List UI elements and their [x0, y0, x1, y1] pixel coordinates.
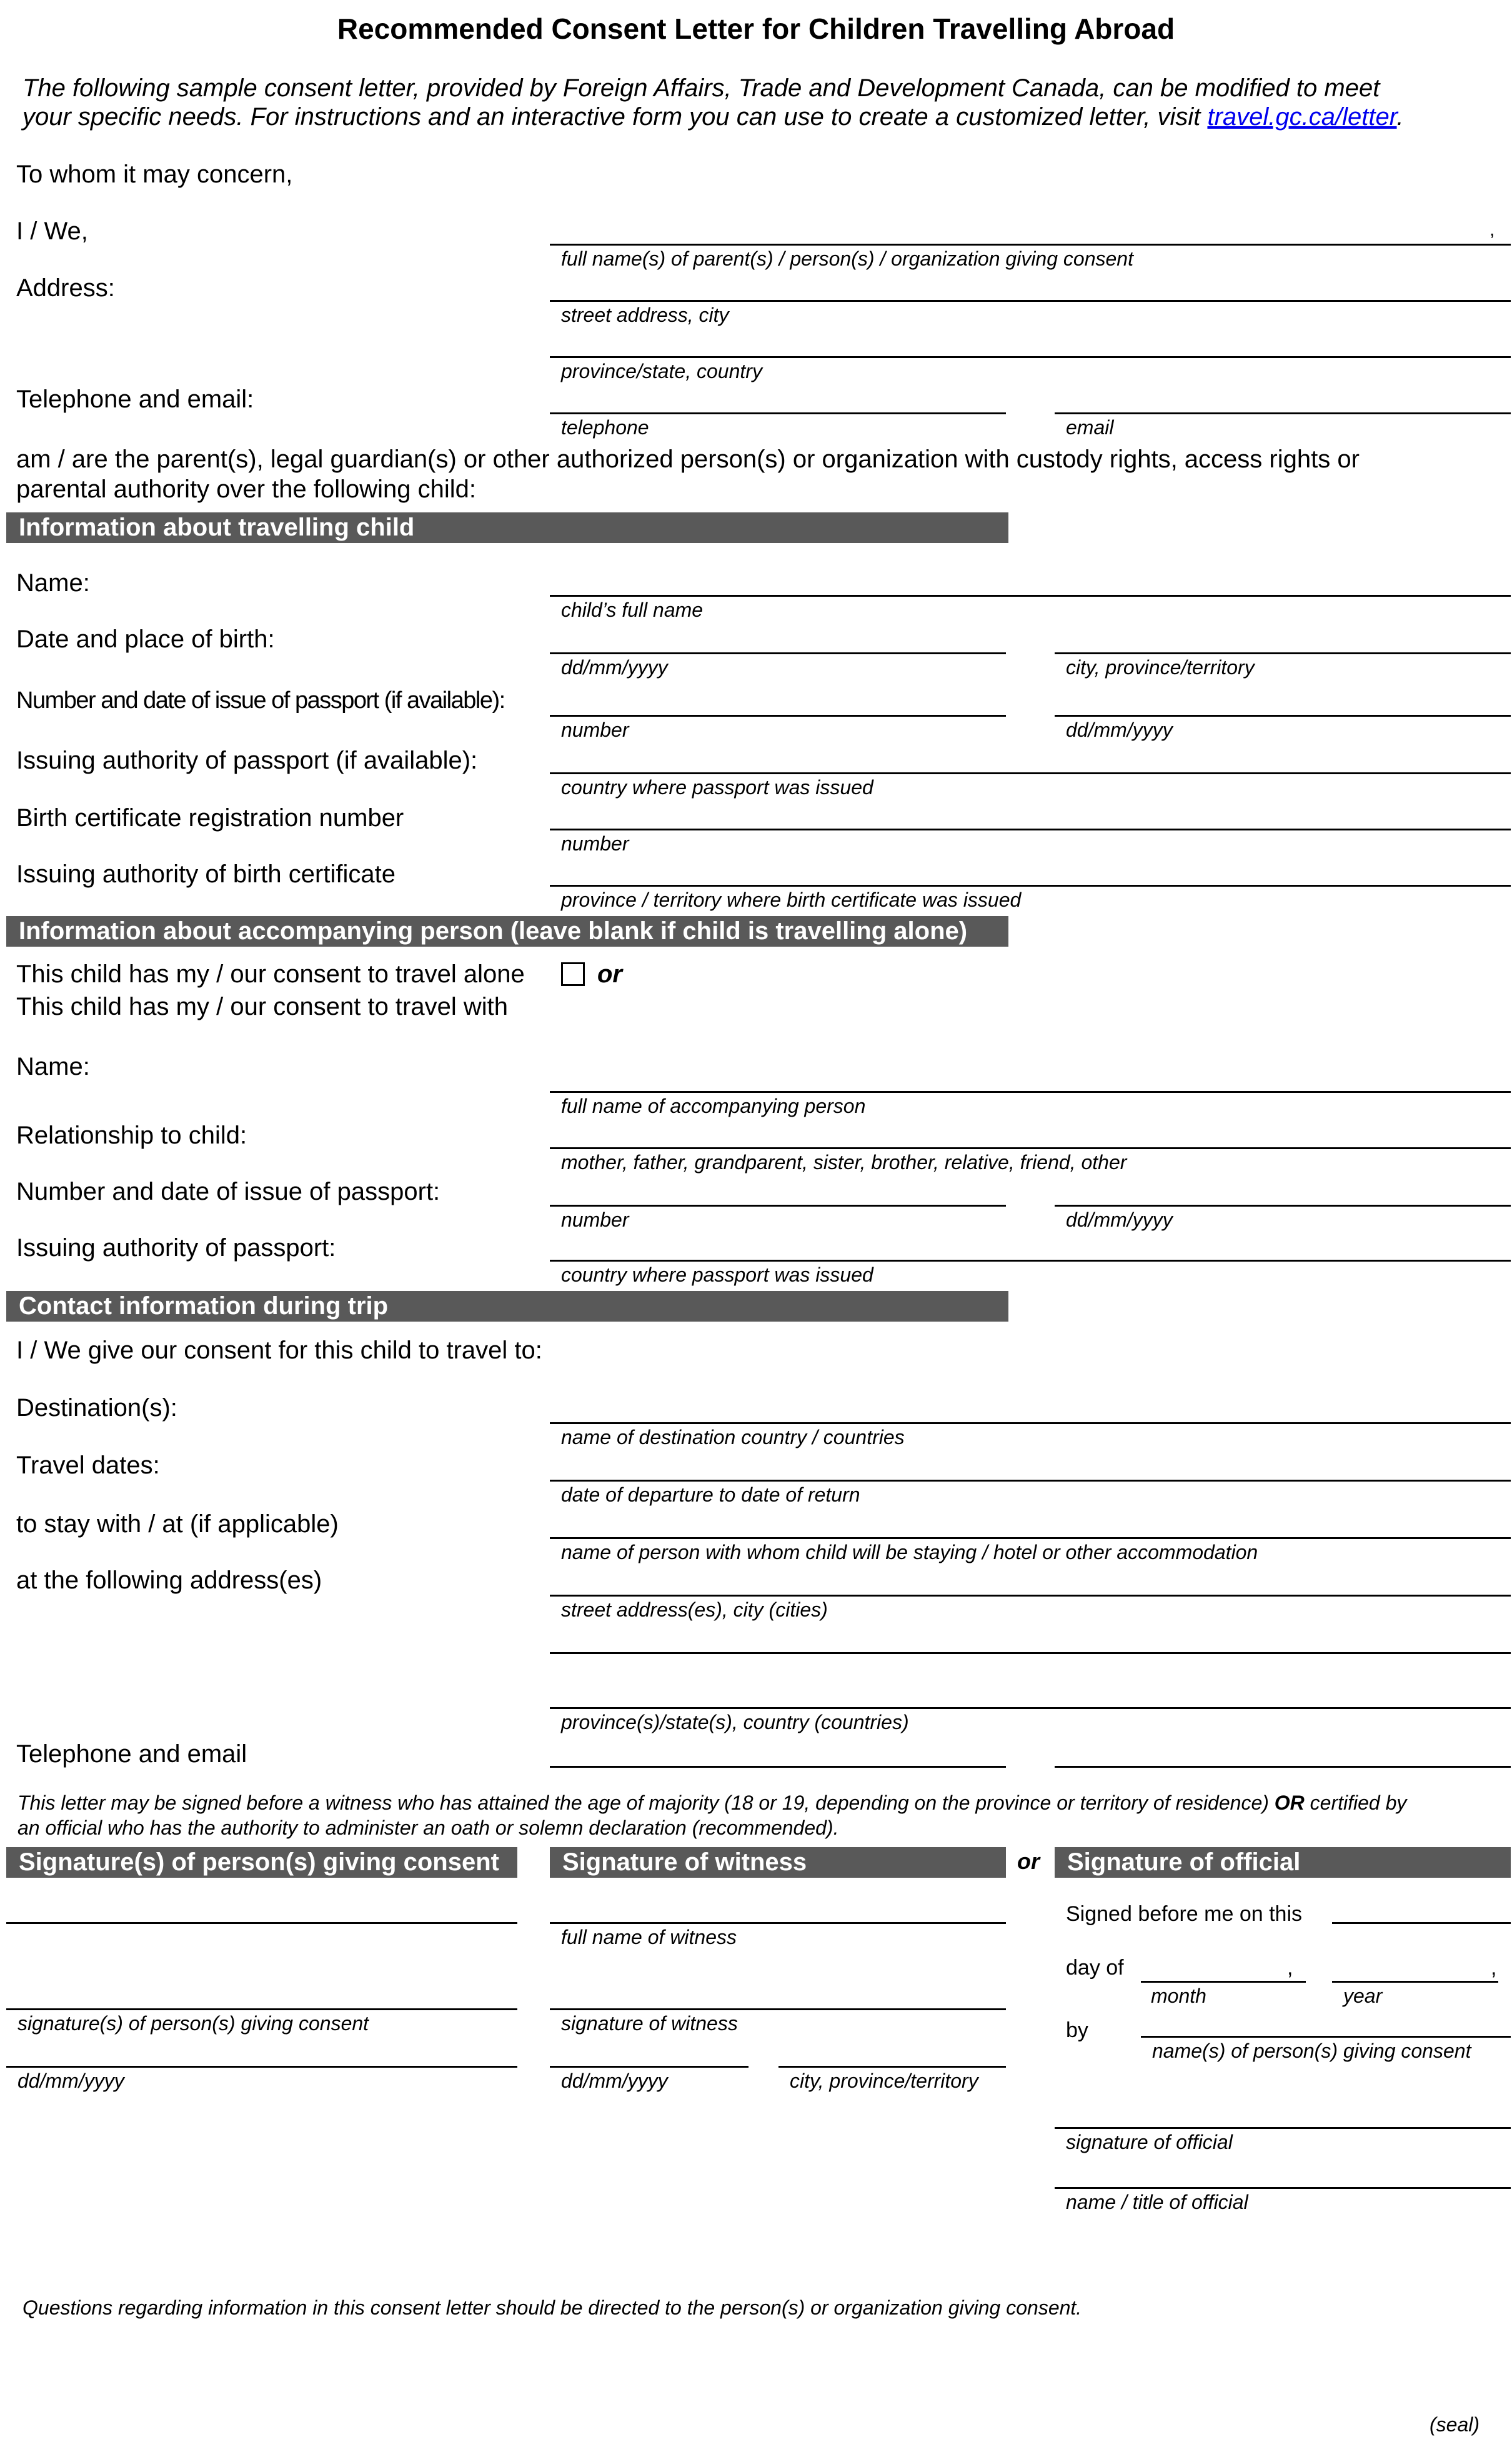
- trip-address-label: at the following address(es): [16, 1567, 322, 1594]
- stay-with-field[interactable]: [550, 1537, 1511, 1539]
- consent-giver-name-caption: full name(s) of parent(s) / person(s) / organization giving consent: [561, 247, 1133, 270]
- companion-passport-date-caption: dd/mm/yyyy: [1066, 1209, 1173, 1231]
- email-field[interactable]: [1055, 412, 1511, 414]
- companion-name-caption: full name of accompanying person: [561, 1095, 866, 1117]
- page-title: Recommended Consent Letter for Children Travelling Abroad: [337, 12, 1175, 45]
- official-signature-header: Signature of official: [1055, 1847, 1511, 1878]
- day-of-text: day of: [1066, 1956, 1124, 1980]
- dob-caption: dd/mm/yyyy: [561, 656, 668, 679]
- birth-cert-number-caption: number: [561, 832, 629, 855]
- birth-cert-province-caption: province / territory where birth certificate was issued: [561, 889, 1022, 911]
- companion-passport-label: Number and date of issue of passport:: [16, 1178, 440, 1205]
- month-caption: month: [1151, 1985, 1206, 2007]
- telephone-field[interactable]: [550, 412, 1006, 414]
- trip-telephone-label: Telephone and email: [16, 1740, 247, 1768]
- birth-cert-number-field[interactable]: [550, 829, 1511, 830]
- intro-line-1: The following sample consent letter, provided by Foreign Affairs, Trade and Development Canada, can be modified to meet: [22, 74, 1380, 102]
- witness-date-caption: dd/mm/yyyy: [561, 2070, 668, 2092]
- child-passport-date-field[interactable]: [1055, 715, 1511, 717]
- relationship-caption: mother, father, grandparent, sister, brother, relative, friend, other: [561, 1151, 1127, 1174]
- trip-section-header: Contact information during trip: [6, 1291, 1008, 1322]
- by-text: by: [1066, 2018, 1088, 2042]
- companion-authority-caption: country where passport was issued: [561, 1263, 873, 1286]
- year-comma: ,: [1491, 1956, 1497, 1980]
- child-passport-number-field[interactable]: [550, 715, 1006, 717]
- travel-dates-label: Travel dates:: [16, 1452, 160, 1479]
- or-text: or: [597, 960, 622, 988]
- trip-email-field[interactable]: [1055, 1766, 1511, 1768]
- street-address-caption: street address, city: [561, 304, 729, 326]
- address-label: Address:: [16, 274, 115, 302]
- authority-statement-1: am / are the parent(s), legal guardian(s) or other authorized person(s) or organization with custody rights, access rights or: [16, 446, 1360, 473]
- child-passport-date-caption: dd/mm/yyyy: [1066, 719, 1173, 741]
- companion-name-field[interactable]: [550, 1091, 1511, 1093]
- child-passport-authority-label: Issuing authority of passport (if available):: [16, 747, 478, 774]
- companion-passport-number-field[interactable]: [550, 1205, 1006, 1207]
- witness-signature-field[interactable]: [550, 2008, 1006, 2010]
- destination-label: Destination(s):: [16, 1394, 177, 1422]
- seal-label: (seal): [1430, 2413, 1480, 2436]
- companion-passport-number-caption: number: [561, 1209, 629, 1231]
- child-passport-label: Number and date of issue of passport (if available):: [16, 687, 505, 714]
- greeting: To whom it may concern,: [16, 161, 293, 188]
- trip-street-field-2[interactable]: [550, 1652, 1511, 1654]
- dob-label: Date and place of birth:: [16, 625, 275, 653]
- official-name-caption: name / title of official: [1066, 2191, 1248, 2213]
- consent-signature-header: Signature(s) of person(s) giving consent: [6, 1847, 517, 1878]
- email-caption: email: [1066, 416, 1114, 439]
- birth-cert-authority-label: Issuing authority of birth certificate: [16, 860, 395, 888]
- birth-cert-label: Birth certificate registration number: [16, 804, 404, 832]
- witness-note-line-1: [17, 1791, 1406, 1815]
- authority-statement-2: parental authority over the following child:: [16, 476, 476, 503]
- trip-telephone-field[interactable]: [550, 1766, 1006, 1768]
- witness-signature-caption: signature of witness: [561, 2012, 738, 2035]
- province-country-field[interactable]: [550, 356, 1511, 358]
- consent-signature-field[interactable]: [6, 2008, 517, 2010]
- witness-date-field[interactable]: [550, 2066, 749, 2068]
- birthplace-field[interactable]: [1055, 652, 1511, 654]
- travel-with-text: This child has my / our consent to travel with: [16, 993, 508, 1020]
- witness-name-caption: full name of witness: [561, 1926, 737, 1948]
- travel-dates-field[interactable]: [550, 1480, 1511, 1482]
- signed-year-field[interactable]: [1332, 1981, 1498, 1983]
- footer-note: Questions regarding information in this consent letter should be directed to the person(s) or organization giving consent.: [22, 2296, 1082, 2319]
- travel-alone-checkbox[interactable]: [561, 962, 585, 986]
- birth-cert-province-field[interactable]: [550, 885, 1511, 887]
- trip-street-caption: street address(es), city (cities): [561, 1598, 828, 1621]
- child-passport-country-field[interactable]: [550, 772, 1511, 774]
- relationship-label: Relationship to child:: [16, 1122, 247, 1149]
- intro-line-2: [22, 102, 1404, 131]
- child-passport-number-caption: number: [561, 719, 629, 741]
- child-name-label: Name:: [16, 569, 90, 597]
- official-signature-field[interactable]: [1055, 2127, 1511, 2129]
- witness-name-field[interactable]: [550, 1922, 1006, 1924]
- signed-before-text: Signed before me on this: [1066, 1902, 1303, 1926]
- relationship-field[interactable]: [550, 1147, 1511, 1149]
- official-signature-caption: signature of official: [1066, 2131, 1233, 2153]
- witness-note-end: certified by: [1304, 1792, 1407, 1814]
- signature-or-text: or: [1017, 1848, 1040, 1874]
- child-passport-country-caption: country where passport was issued: [561, 776, 873, 799]
- i-we-label: I / We,: [16, 217, 88, 245]
- official-names-field[interactable]: [1141, 2036, 1511, 2038]
- trip-street-field[interactable]: [550, 1595, 1511, 1597]
- companion-authority-label: Issuing authority of passport:: [16, 1234, 336, 1262]
- child-name-caption: child’s full name: [561, 599, 704, 621]
- witness-signature-header: Signature of witness: [550, 1847, 1006, 1878]
- witness-place-field[interactable]: [778, 2066, 1006, 2068]
- travel-alone-text: This child has my / our consent to travel alone: [16, 960, 525, 988]
- witness-note-or: OR: [1274, 1792, 1305, 1814]
- destination-field[interactable]: [550, 1422, 1511, 1424]
- child-name-field[interactable]: [550, 595, 1511, 597]
- travel-letter-link[interactable]: travel.gc.ca/letter: [1207, 103, 1397, 131]
- intro-line-2-text: your specific needs. For instructions and an interactive form you can use to create a customized letter, visit: [22, 103, 1208, 131]
- signed-month-field[interactable]: [1141, 1981, 1306, 1983]
- official-name-field[interactable]: [1055, 2187, 1511, 2189]
- street-address-field[interactable]: [550, 300, 1511, 302]
- stay-with-caption: name of person with whom child will be staying / hotel or other accommodation: [561, 1541, 1258, 1563]
- year-caption: year: [1343, 1985, 1383, 2007]
- consent-date-caption: dd/mm/yyyy: [17, 2070, 124, 2092]
- witness-note-line-2: an official who has the authority to administer an oath or solemn declaration (recommended).: [17, 1817, 839, 1839]
- companion-authority-field[interactable]: [550, 1260, 1511, 1262]
- name-trailing-comma: ,: [1490, 219, 1495, 240]
- witness-place-caption: city, province/territory: [790, 2070, 978, 2092]
- month-comma: ,: [1287, 1956, 1293, 1980]
- intro-line-2-end: .: [1396, 103, 1404, 131]
- accompany-section-header: Information about accompanying person (leave blank if child is travelling alone): [6, 916, 1008, 947]
- travel-dates-caption: date of departure to date of return: [561, 1483, 860, 1506]
- consent-signature-line-1[interactable]: [6, 1922, 517, 1924]
- telephone-email-label: Telephone and email:: [16, 386, 254, 413]
- official-names-caption: name(s) of person(s) giving consent: [1152, 2040, 1471, 2062]
- birthplace-caption: city, province/territory: [1066, 656, 1255, 679]
- witness-note-text: This letter may be signed before a witness who has attained the age of majority (18 or 19, depending on the province or territory of residence): [17, 1792, 1275, 1814]
- signed-day-field[interactable]: [1332, 1922, 1511, 1924]
- companion-passport-date-field[interactable]: [1055, 1205, 1511, 1207]
- companion-name-label: Name:: [16, 1053, 90, 1080]
- stay-with-label: to stay with / at (if applicable): [16, 1510, 339, 1538]
- trip-province-caption: province(s)/state(s), country (countries): [561, 1711, 909, 1733]
- dob-field[interactable]: [550, 652, 1006, 654]
- province-country-caption: province/state, country: [561, 360, 762, 382]
- child-section-header: Information about travelling child: [6, 512, 1008, 543]
- trip-province-field[interactable]: [550, 1707, 1511, 1709]
- consent-date-field[interactable]: [6, 2066, 517, 2068]
- trip-consent-text: I / We give our consent for this child to travel to:: [16, 1337, 542, 1364]
- consent-giver-name-field[interactable]: [550, 244, 1511, 246]
- destination-caption: name of destination country / countries: [561, 1426, 905, 1448]
- telephone-caption: telephone: [561, 416, 649, 439]
- consent-signature-caption: signature(s) of person(s) giving consent: [17, 2012, 369, 2035]
